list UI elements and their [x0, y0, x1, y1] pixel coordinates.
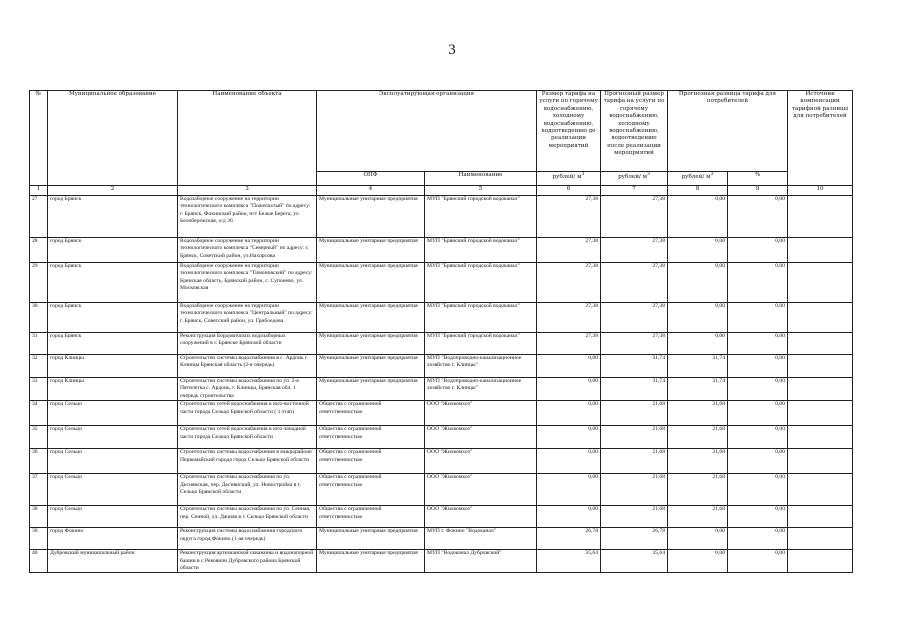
row-number: 35 [30, 426, 48, 449]
row-number: 28 [30, 238, 48, 263]
row-tariff-before: 0,00 [537, 474, 601, 506]
header-forecast-tariff: Прогнозный размер тарифа на услуги по горячему водоснабжению, холодному водоснабжению, водоотведению после реализации мероприятий [601, 91, 668, 172]
row-tariff-before: 0,00 [537, 355, 601, 378]
row-number: 33 [30, 378, 48, 401]
row-diff-pct: 0,00 [728, 303, 788, 333]
row-object: Строительство системы водоснабжения по ул. Деснянская, пер. Деснянский, ул. Новостройка в г. Сельцо Брянской области [178, 474, 317, 506]
table-row [30, 506, 853, 528]
row-diff-pct: 0,00 [728, 196, 788, 238]
row-org: МУП "Брянский городской водоканал" [425, 333, 537, 355]
header-unit-pct: % [728, 172, 788, 186]
row-object: Строительство системы водоснабжения по ул. Сенная, пер. Сенной, ул. Дачная в г. Сельцо Брянской области [178, 506, 317, 528]
table-row [30, 238, 853, 263]
row-number: 29 [30, 263, 48, 303]
row-tariff-after: 27,38 [601, 238, 668, 263]
row-org: МУП "Брянский городской водоканал" [425, 263, 537, 303]
row-number: 36 [30, 449, 48, 474]
header-source: Источник компенсации тарифной разницы для потребителей [788, 91, 853, 186]
row-tariff-after: 35,64 [601, 550, 668, 573]
row-tariff-before: 27,38 [537, 238, 601, 263]
row-tariff-before: 27,38 [537, 333, 601, 355]
row-tariff-before: 27,38 [537, 263, 601, 303]
page-number: 3 [448, 42, 456, 58]
header-unit-1: рублей/ $м^3$ [537, 172, 601, 186]
row-diff-rub: 31,74 [668, 378, 728, 401]
table-row [30, 426, 853, 449]
row-object: Строительство системы водоснабжения в микрорайоне Первомайский города город Сельцо Брянской области [178, 449, 317, 474]
row-object: Строительство сетей водоснабжения в юго-западной части города Сельцо Брянской области [178, 426, 317, 449]
row-diff-pct: 0,00 [728, 333, 788, 355]
row-source [788, 378, 853, 401]
row-municipality: город Сельцо [48, 426, 178, 449]
row-municipality: город Сельцо [48, 506, 178, 528]
row-number: 40 [30, 550, 48, 573]
header-name: Наименование [425, 172, 537, 186]
table-row [30, 355, 853, 378]
row-opf: Муниципальные унитарные предприятия [317, 333, 425, 355]
row-org: ООО "Жилкомхоз" [425, 506, 537, 528]
row-object: Водозаборное сооружение на территории технологического комплекса "Пожелахтый" по адресу: г. Брянск, Фокинский район, пгт Белые Берега, ул. Белобережская, о/д 36 [178, 196, 317, 238]
row-diff-rub: 0,00 [668, 263, 728, 303]
row-tariff-before: 26,78 [537, 528, 601, 550]
row-org: МУП "Водопроводно-канализационное хозяйство г. Клинцы" [425, 378, 537, 401]
row-tariff-after: 27,38 [601, 263, 668, 303]
row-number: 27 [30, 196, 48, 238]
header-forecast-diff: Прогнозная разница тарифа для потребителей [668, 91, 788, 172]
row-opf: Общества с ограниченной ответственностью [317, 426, 425, 449]
row-diff-rub: 21,68 [668, 506, 728, 528]
row-tariff-after: 21,68 [601, 426, 668, 449]
col-number: 1 [30, 186, 48, 196]
header-no: № [30, 91, 48, 186]
row-diff-rub: 0,00 [668, 528, 728, 550]
row-tariff-before: 0,00 [537, 426, 601, 449]
col-number: 8 [668, 186, 728, 196]
row-diff-pct: 0,00 [728, 449, 788, 474]
row-diff-rub: 21,68 [668, 426, 728, 449]
row-tariff-before: 0,00 [537, 449, 601, 474]
table-row [30, 196, 853, 238]
row-diff-pct: 0,00 [728, 528, 788, 550]
row-diff-pct: 0,00 [728, 550, 788, 573]
col-number: 7 [601, 186, 668, 196]
row-number: 32 [30, 355, 48, 378]
row-diff-rub: 0,00 [668, 303, 728, 333]
row-tariff-before: 35,64 [537, 550, 601, 573]
row-diff-pct: 0,00 [728, 378, 788, 401]
row-opf: Муниципальные унитарные предприятия [317, 238, 425, 263]
row-object: Водозаборное сооружение на территории технологического комплекса "Центральный" по адресу: г. Брянск, Советский район, ул. Грибоедова [178, 303, 317, 333]
row-object: Строительство системы водоснабжения в с. Ардонь г. Клинцы Брянская область (2-я очередь) [178, 355, 317, 378]
row-org: МУП г. Фокино "Водоканал" [425, 528, 537, 550]
row-opf: Муниципальные унитарные предприятия [317, 528, 425, 550]
row-municipality: город Брянск [48, 303, 178, 333]
row-opf: Муниципальные унитарные предприятия [317, 303, 425, 333]
row-number: 34 [30, 401, 48, 426]
row-diff-rub: 21,68 [668, 449, 728, 474]
row-opf: Общества с ограниченной ответственностью [317, 401, 425, 426]
row-tariff-after: 21,68 [601, 401, 668, 426]
header-unit-2: рублей/ $м^3$ [601, 172, 668, 186]
row-diff-pct: 0,00 [728, 426, 788, 449]
col-number: 3 [178, 186, 317, 196]
row-tariff-after: 27,38 [601, 303, 668, 333]
col-number: 10 [788, 186, 853, 196]
row-object: Реконструкция системы водоснабжения городского округа город Фокино (1-ая очередь) [178, 528, 317, 550]
row-tariff-before: 0,00 [537, 401, 601, 426]
row-source [788, 238, 853, 263]
table-row [30, 263, 853, 303]
row-source [788, 506, 853, 528]
row-source [788, 528, 853, 550]
row-object: Строительство сетей водоснабжения в юго-восточной части города Сельцо Брянской области ( 1 этап) [178, 401, 317, 426]
row-tariff-after: 31,74 [601, 378, 668, 401]
row-org: МУП "Водоканал Дубровский" [425, 550, 537, 573]
row-diff-rub: 0,00 [668, 196, 728, 238]
row-source [788, 401, 853, 426]
row-diff-pct: 0,00 [728, 263, 788, 303]
table-row [30, 378, 853, 401]
col-number: 5 [425, 186, 537, 196]
table-row [30, 474, 853, 506]
row-number: 31 [30, 333, 48, 355]
row-source [788, 474, 853, 506]
row-number: 30 [30, 303, 48, 333]
header-operator: Эксплуатирующая организация [317, 91, 537, 172]
row-number: 38 [30, 506, 48, 528]
row-object: Реконструкция Бордовичских водозаборных сооружений в г. Брянске Брянской области [178, 333, 317, 355]
row-opf: Общества с ограниченной ответственностью [317, 474, 425, 506]
header-tariff-size: Размер тарифа на услуги по горячему водоснабжению, холодному водоснабжению, водоотведению до реализации мероприятий [537, 91, 601, 172]
row-municipality: город Сельцо [48, 401, 178, 426]
row-source [788, 449, 853, 474]
row-tariff-before: 0,00 [537, 506, 601, 528]
row-tariff-before: 27,38 [537, 303, 601, 333]
row-diff-rub: 0,00 [668, 550, 728, 573]
row-municipality: город Брянск [48, 238, 178, 263]
row-org: МУП "Брянский городской водоканал" [425, 303, 537, 333]
row-org: МУП "Водопроводно-канализационное хозяйство г. Клинцы" [425, 355, 537, 378]
row-org: ООО "Жилкомхоз" [425, 426, 537, 449]
row-tariff-before: 0,00 [537, 378, 601, 401]
row-source [788, 355, 853, 378]
row-municipality: Дубровский муниципальный район [48, 550, 178, 573]
row-tariff-after: 21,68 [601, 449, 668, 474]
col-number: 6 [537, 186, 601, 196]
row-diff-pct: 0,00 [728, 401, 788, 426]
row-opf: Муниципальные унитарные предприятия [317, 550, 425, 573]
row-org: ООО "Жилкомхоз" [425, 449, 537, 474]
row-tariff-after: 26,78 [601, 528, 668, 550]
row-diff-rub: 0,00 [668, 333, 728, 355]
row-opf: Муниципальные унитарные предприятия [317, 355, 425, 378]
table-row [30, 401, 853, 426]
row-municipality: город Сельцо [48, 474, 178, 506]
row-diff-rub: 0,00 [668, 238, 728, 263]
row-municipality: город Сельцо [48, 449, 178, 474]
col-number: 2 [48, 186, 178, 196]
header-opf: ОПФ [317, 172, 425, 186]
row-municipality: город Клинцы [48, 378, 178, 401]
col-number: 9 [728, 186, 788, 196]
row-diff-rub: 21,68 [668, 401, 728, 426]
row-tariff-after: 21,68 [601, 506, 668, 528]
row-opf: Общества с ограниченной ответственностью [317, 449, 425, 474]
row-number: 37 [30, 474, 48, 506]
header-object: Наименование объекта [178, 91, 317, 186]
row-source [788, 263, 853, 303]
table-row [30, 550, 853, 573]
tariff-table [29, 90, 853, 573]
row-object: Реконструкция артезианской скважины и водонапорной башни в с.Рековичи Дубровского района Брянской области [178, 550, 317, 573]
header-municipality: Муниципальное образование [48, 91, 178, 186]
row-tariff-after: 27,38 [601, 333, 668, 355]
row-municipality: город Брянск [48, 196, 178, 238]
row-number: 39 [30, 528, 48, 550]
row-diff-pct: 0,00 [728, 474, 788, 506]
row-org: МУП "Брянский городской водоканал" [425, 238, 537, 263]
row-tariff-before: 27,38 [537, 196, 601, 238]
row-org: ООО "Жилкомхоз" [425, 474, 537, 506]
table-row [30, 333, 853, 355]
row-municipality: город Брянск [48, 333, 178, 355]
row-municipality: город Фокино [48, 528, 178, 550]
row-municipality: город Клинцы [48, 355, 178, 378]
row-diff-rub: 31,74 [668, 355, 728, 378]
row-diff-pct: 0,00 [728, 506, 788, 528]
row-opf: Общества с ограниченной ответственностью [317, 506, 425, 528]
row-tariff-after: 27,38 [601, 196, 668, 238]
row-diff-rub: 21,68 [668, 474, 728, 506]
row-object: Водозаборное сооружение на территории технологического комплекса "Северный" по адресу: г. Брянск, Советский район, ул.Нахорсова [178, 238, 317, 263]
row-source [788, 196, 853, 238]
row-source [788, 550, 853, 573]
row-source [788, 426, 853, 449]
row-opf: Муниципальные унитарные предприятия [317, 378, 425, 401]
table-row [30, 528, 853, 550]
table-row [30, 303, 853, 333]
col-number: 4 [317, 186, 425, 196]
row-opf: Муниципальные унитарные предприятия [317, 263, 425, 303]
row-source [788, 333, 853, 355]
row-diff-pct: 0,00 [728, 238, 788, 263]
row-org: ООО "Жилкомхоз" [425, 401, 537, 426]
row-org: МУП "Брянский городской водоканал" [425, 196, 537, 238]
row-diff-pct: 0,00 [728, 355, 788, 378]
row-tariff-after: 21,68 [601, 474, 668, 506]
row-source [788, 303, 853, 333]
header-unit-3: рублей/ $м^3$ [668, 172, 728, 186]
row-object: Водозаборное сооружение на территории технологического комплекса "Тимоновский" по адресу: Брянская область, Брянский район, с. Супонево, ул. Московская [178, 263, 317, 303]
row-municipality: город Брянск [48, 263, 178, 303]
table-row [30, 449, 853, 474]
row-object: Строительство системы водоснабжения по ул. 2-я Пятилетка с. Ардонь, г. Клинцы, Брянская обл. 1 очередь строительства [178, 378, 317, 401]
row-opf: Муниципальные унитарные предприятия [317, 196, 425, 238]
row-tariff-after: 31,74 [601, 355, 668, 378]
